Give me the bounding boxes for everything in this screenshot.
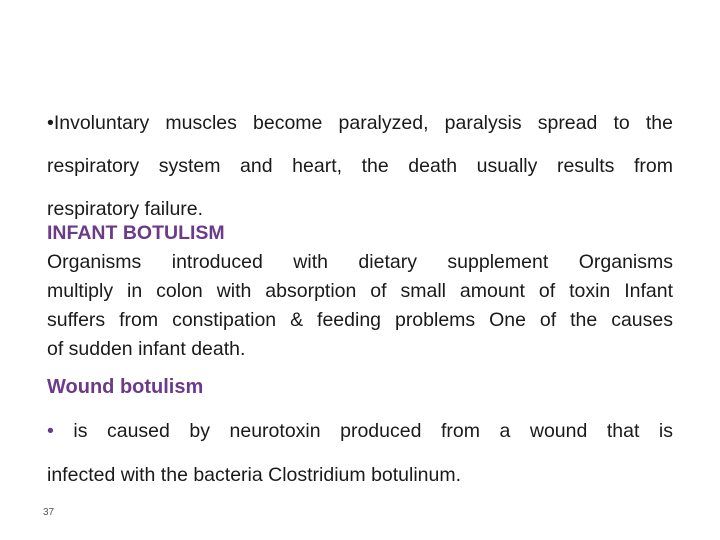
line-text: is caused by neurotoxin produced from a wound that is [73, 420, 674, 442]
wound-botulism-paragraph [47, 409, 673, 497]
paragraph-line: Organisms introduced with dietary supplement Organisms [47, 251, 673, 273]
paragraph-line [47, 102, 673, 145]
paragraph-line: of sudden infant death. [47, 338, 246, 360]
paragraph-line: infected with the bacteria Clostridium botulinum. [47, 464, 462, 486]
paragraph-line: respiratory failure. [47, 198, 204, 220]
paragraph-line: respiratory system and heart, the death usually results from [47, 155, 673, 177]
bullet-icon: • [47, 420, 54, 442]
paralysis-paragraph [47, 102, 673, 231]
infant-botulism-heading: INFANT BOTULISM [47, 222, 225, 244]
paragraph-line: multiply in colon with absorption of small amount of toxin Infant [47, 280, 673, 302]
bullet-icon: • [47, 112, 54, 134]
page-number: 37 [43, 507, 55, 518]
paragraph-line [47, 409, 673, 453]
paragraph-line: suffers from constipation & feeding problems One of the causes [47, 309, 673, 331]
wound-botulism-heading: Wound botulism [47, 376, 204, 398]
line-text: Involuntary muscles become paralyzed, paralysis spread to the [53, 112, 673, 134]
infant-botulism-paragraph [47, 248, 673, 364]
